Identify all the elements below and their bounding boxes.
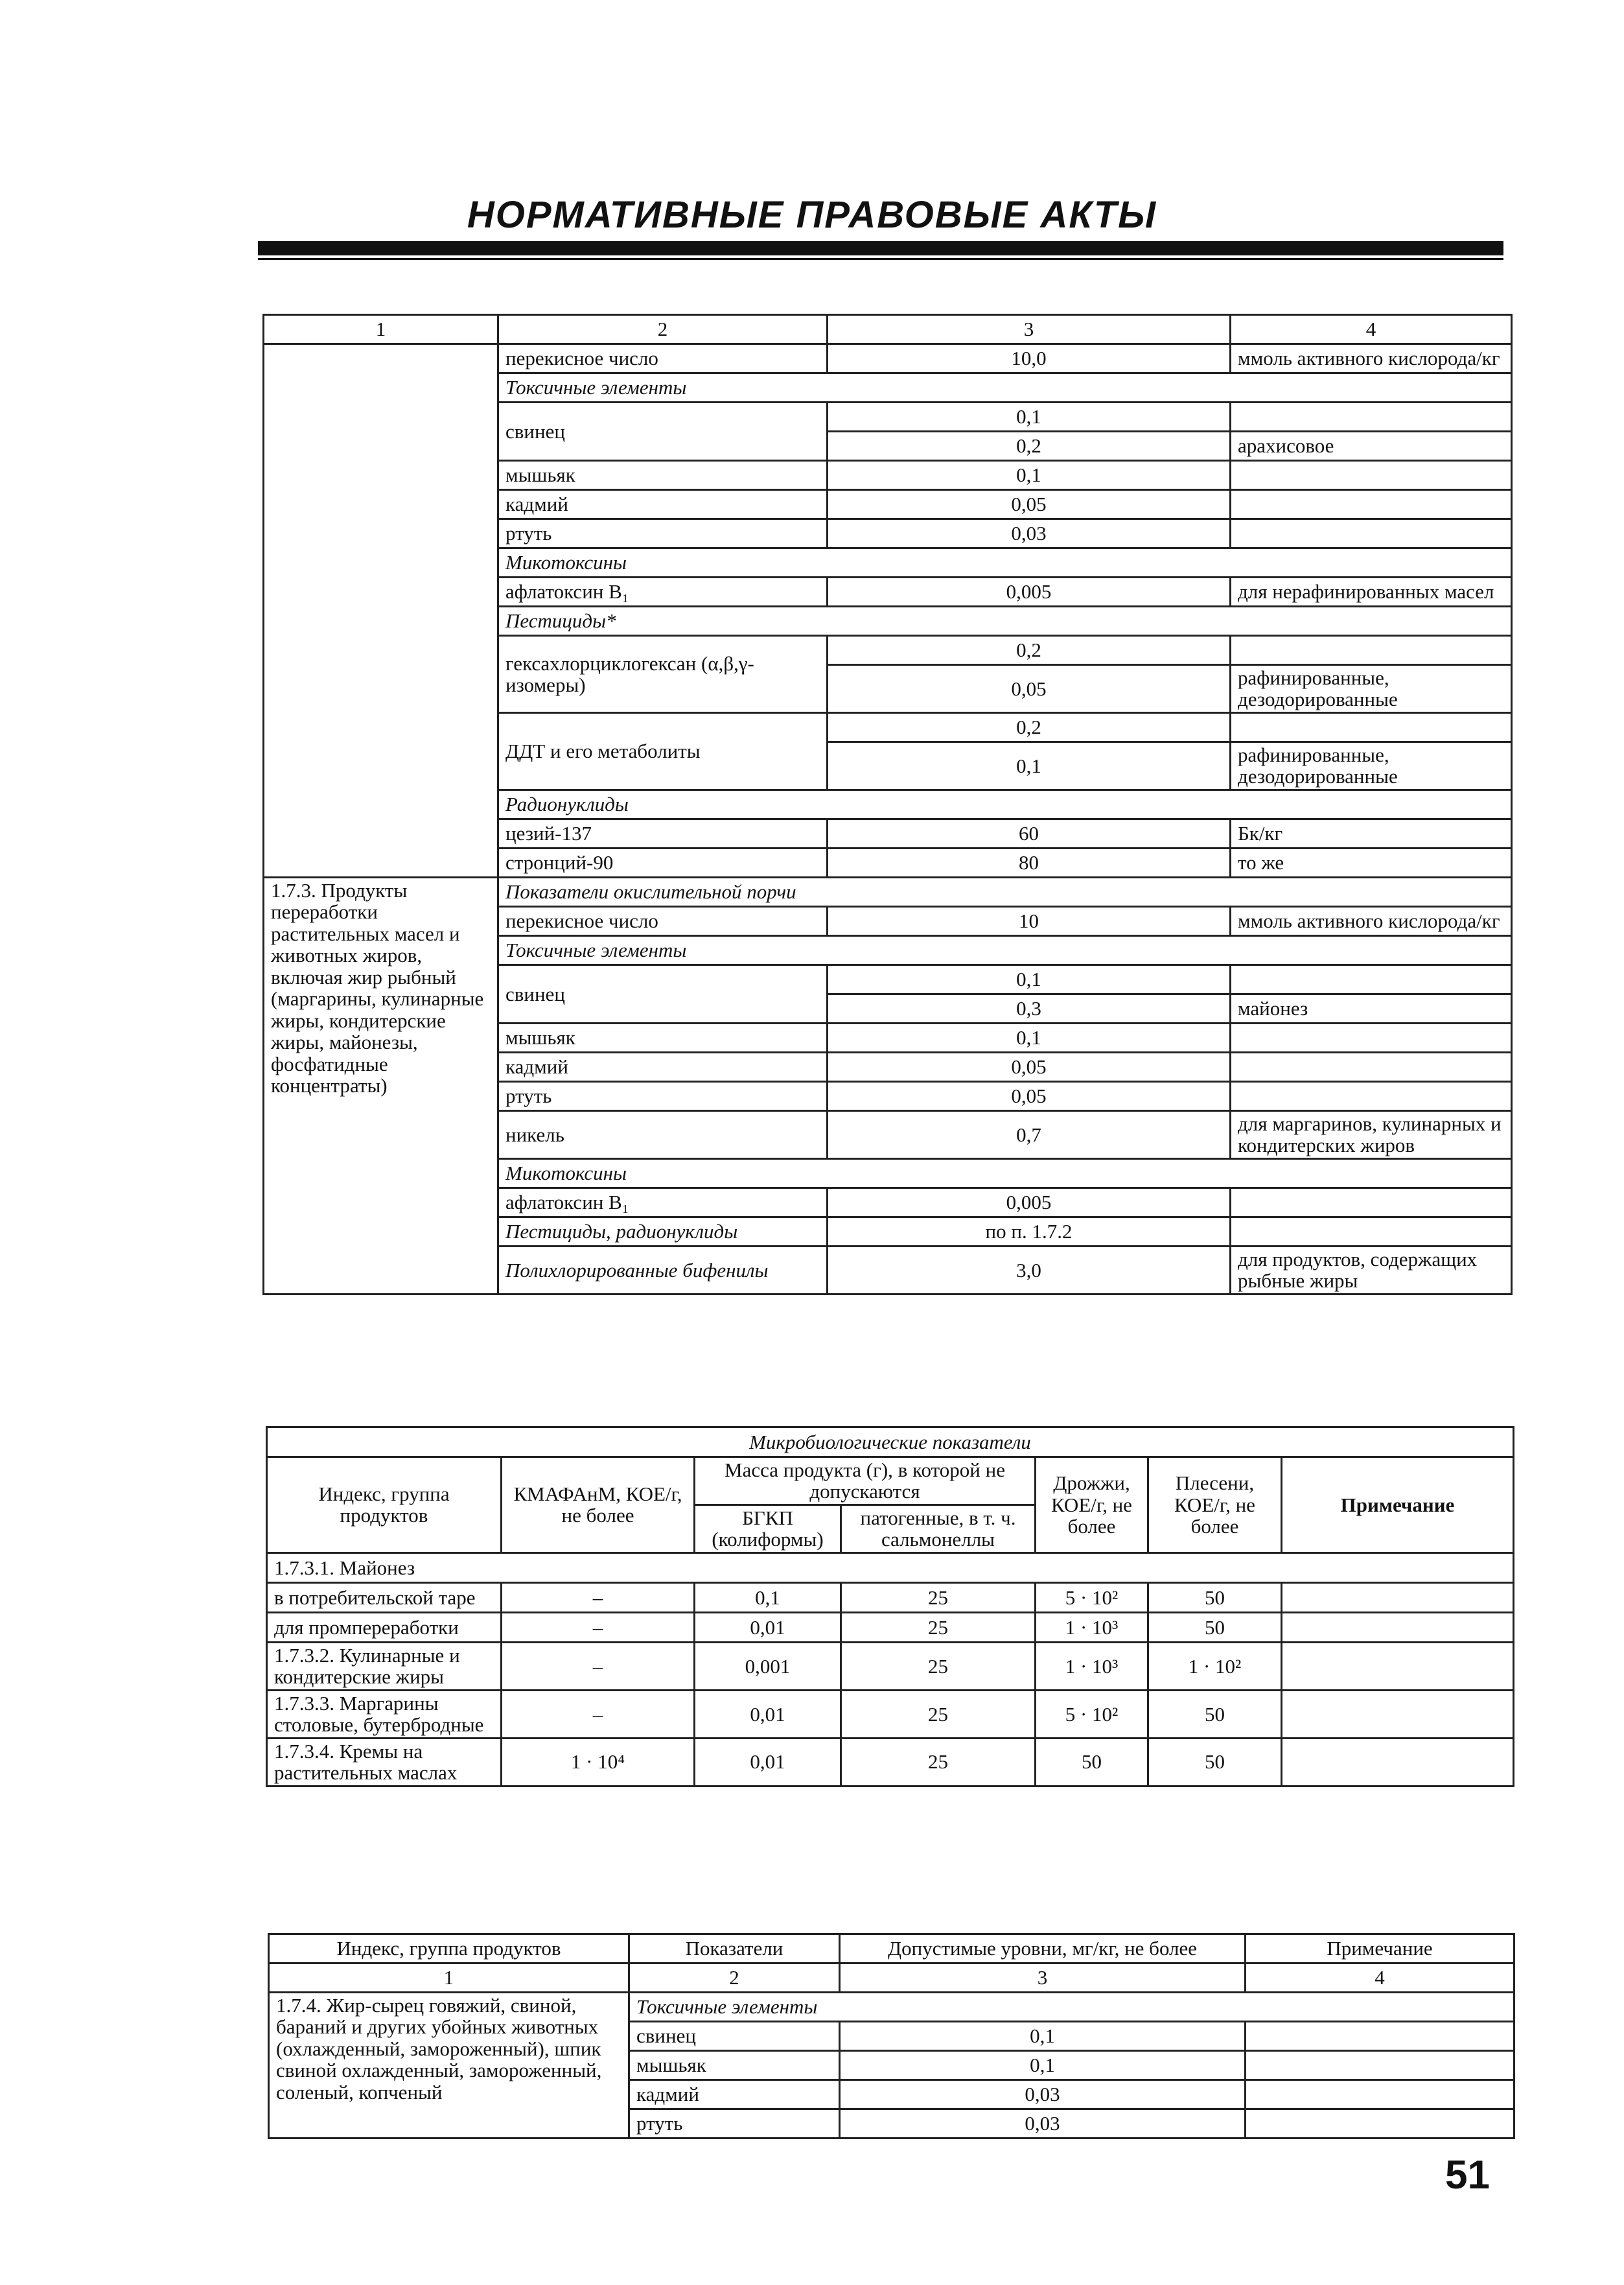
note-value bbox=[1282, 1582, 1514, 1612]
kmafanm-value: – bbox=[502, 1582, 695, 1612]
column-header: Допустимые уровни, мг/кг, не более bbox=[840, 1934, 1246, 1963]
param-note: для продуктов, содержащих рыбные жиры bbox=[1231, 1246, 1512, 1294]
product-name: в потребительской таре bbox=[267, 1582, 502, 1612]
table-row bbox=[267, 1642, 1514, 1690]
param-value: 0,1 bbox=[840, 2051, 1246, 2080]
section-label: Токсичные элементы bbox=[498, 373, 1512, 403]
param-name: свинец bbox=[498, 965, 828, 1023]
header-row bbox=[267, 1457, 1514, 1505]
param-value: 0,1 bbox=[828, 965, 1231, 994]
section-label: Микотоксины bbox=[498, 548, 1512, 578]
note-value bbox=[1282, 1690, 1514, 1738]
param-note: для маргаринов, кулинарных и кондитерских жиров bbox=[1231, 1110, 1512, 1158]
mold-value: 1 · 10² bbox=[1148, 1642, 1282, 1690]
note-value bbox=[1282, 1738, 1514, 1786]
bgkp-value: 0,1 bbox=[695, 1582, 841, 1612]
param-note bbox=[1231, 636, 1512, 665]
param-value: 0,05 bbox=[828, 1052, 1231, 1081]
param-value: по п. 1.7.2 bbox=[828, 1217, 1231, 1246]
section-label: Токсичные элементы bbox=[629, 1993, 1514, 2022]
column-number: 3 bbox=[840, 1963, 1246, 1993]
section-label: Микотоксины bbox=[498, 1158, 1512, 1188]
param-note bbox=[1231, 1188, 1512, 1217]
table-row bbox=[267, 1690, 1514, 1738]
microbiology-table bbox=[266, 1426, 1514, 1787]
bgkp-value: 0,001 bbox=[695, 1642, 841, 1690]
group-row bbox=[267, 1553, 1514, 1582]
param-name: мышьяк bbox=[498, 461, 828, 490]
param-name: кадмий bbox=[498, 1052, 828, 1081]
param-note: рафинированные, дезодорированные bbox=[1231, 665, 1512, 713]
table-row bbox=[267, 1582, 1514, 1612]
param-note bbox=[1231, 1023, 1512, 1052]
param-value: 0,1 bbox=[840, 2022, 1246, 2051]
kmafanm-value: – bbox=[502, 1690, 695, 1738]
param-value: 0,7 bbox=[828, 1110, 1231, 1158]
param-note: то же bbox=[1231, 848, 1512, 877]
yeast-value: 1 · 10³ bbox=[1036, 1612, 1148, 1642]
param-note bbox=[1231, 403, 1512, 432]
section-row bbox=[269, 1993, 1514, 2022]
param-note bbox=[1246, 2022, 1514, 2051]
kmafanm-value: – bbox=[502, 1642, 695, 1690]
page-number: 51 bbox=[1445, 2153, 1490, 2197]
param-value: 0,03 bbox=[828, 519, 1231, 548]
section-label: Радионуклиды bbox=[498, 790, 1512, 819]
param-name: мышьяк bbox=[498, 1023, 828, 1052]
param-name: ртуть bbox=[629, 2109, 840, 2139]
param-value: 0,2 bbox=[828, 712, 1231, 742]
param-name: гексахлорциклогексан (α,β,γ-изомеры) bbox=[498, 636, 828, 713]
bgkp-value: 0,01 bbox=[695, 1612, 841, 1642]
group-name: 1.7.4. Жир-сырец говяжий, свиной, бараний и других убойных животных (охлажденный, замороженный), шпик свиной охлажденный, замороженный, соленый, копченый bbox=[269, 1993, 629, 2139]
table-caption: Микробиологические показатели bbox=[267, 1427, 1514, 1457]
column-header: Показатели bbox=[629, 1934, 840, 1963]
param-value: 3,0 bbox=[828, 1246, 1231, 1294]
pathogens-value: 25 bbox=[841, 1642, 1036, 1690]
param-value: 0,2 bbox=[828, 432, 1231, 461]
table-row bbox=[264, 344, 1512, 373]
column-number: 2 bbox=[498, 315, 828, 344]
column-number: 1 bbox=[269, 1963, 629, 1993]
note-value bbox=[1282, 1612, 1514, 1642]
column-number-row bbox=[269, 1963, 1514, 1993]
param-value: 10 bbox=[828, 906, 1231, 935]
param-name: кадмий bbox=[629, 2080, 840, 2109]
column-number: 1 bbox=[264, 315, 498, 344]
product-name: для промпереработки bbox=[267, 1612, 502, 1642]
param-name: Полихлорированные бифенилы bbox=[498, 1246, 828, 1294]
param-note bbox=[1231, 490, 1512, 519]
param-value: 10,0 bbox=[828, 344, 1231, 373]
param-note bbox=[1231, 461, 1512, 490]
header-bgkp: БГКП (колиформы) bbox=[695, 1505, 841, 1553]
section-label: Токсичные элементы bbox=[498, 935, 1512, 965]
param-note bbox=[1246, 2080, 1514, 2109]
param-name: стронций-90 bbox=[498, 848, 828, 877]
header-pathogens: патогенные, в т. ч. сальмонеллы bbox=[841, 1505, 1036, 1553]
section-row bbox=[264, 877, 1512, 906]
yeast-value: 1 · 10³ bbox=[1036, 1642, 1148, 1690]
header-row bbox=[269, 1934, 1514, 1963]
yeast-value: 5 · 10² bbox=[1036, 1690, 1148, 1738]
param-name: свинец bbox=[498, 403, 828, 461]
param-name: афлатоксин B₁ bbox=[498, 578, 828, 607]
column-number: 2 bbox=[629, 1963, 840, 1993]
param-value: 0,1 bbox=[828, 1023, 1231, 1052]
param-note: ммоль активного кислорода/кг bbox=[1231, 906, 1512, 935]
column-header: Примечание bbox=[1246, 1934, 1514, 1963]
param-note bbox=[1231, 712, 1512, 742]
param-name: ртуть bbox=[498, 519, 828, 548]
param-name: перекисное число bbox=[498, 906, 828, 935]
param-value: 0,2 bbox=[828, 636, 1231, 665]
param-name: ДДТ и его метаболиты bbox=[498, 712, 828, 790]
header-mold: Плесени, КОЕ/г, не более bbox=[1148, 1457, 1282, 1553]
header-yeast: Дрожжи, КОЕ/г, не более bbox=[1036, 1457, 1148, 1553]
column-number-row bbox=[264, 315, 1512, 344]
param-value: 0,005 bbox=[828, 578, 1231, 607]
pathogens-value: 25 bbox=[841, 1738, 1036, 1786]
header-index: Индекс, группа продуктов bbox=[267, 1457, 502, 1553]
yeast-value: 50 bbox=[1036, 1738, 1148, 1786]
mold-value: 50 bbox=[1148, 1612, 1282, 1642]
header-rule bbox=[258, 241, 1503, 255]
param-note bbox=[1246, 2109, 1514, 2139]
caption-row bbox=[267, 1427, 1514, 1457]
param-note: ммоль активного кислорода/кг bbox=[1231, 344, 1512, 373]
bgkp-value: 0,01 bbox=[695, 1738, 841, 1786]
param-name: перекисное число bbox=[498, 344, 828, 373]
param-note: майонез bbox=[1231, 994, 1512, 1023]
param-name: свинец bbox=[629, 2022, 840, 2051]
param-value: 0,3 bbox=[828, 994, 1231, 1023]
pathogens-value: 25 bbox=[841, 1690, 1036, 1738]
mold-value: 50 bbox=[1148, 1738, 1282, 1786]
param-value: 0,03 bbox=[840, 2109, 1246, 2139]
group-name-empty bbox=[264, 344, 498, 878]
param-note: для нерафинированных масел bbox=[1231, 578, 1512, 607]
mold-value: 50 bbox=[1148, 1690, 1282, 1738]
group-name: 1.7.3. Продукты переработки растительных масел и животных жиров, включая жир рыбный (маргарины, кулинарные жиры, кондитерские жиры, майонезы, фосфатидные концентраты) bbox=[264, 877, 498, 1294]
param-note bbox=[1231, 1052, 1512, 1081]
param-note bbox=[1231, 965, 1512, 994]
kmafanm-value: – bbox=[502, 1612, 695, 1642]
param-note bbox=[1231, 1217, 1512, 1246]
param-name: афлатоксин B₁ bbox=[498, 1188, 828, 1217]
param-name: цезий-137 bbox=[498, 819, 828, 848]
group-label: 1.7.3.1. Майонез bbox=[267, 1553, 1514, 1582]
param-value: 80 bbox=[828, 848, 1231, 877]
param-note: Бк/кг bbox=[1231, 819, 1512, 848]
param-value: 0,05 bbox=[828, 1081, 1231, 1110]
header-rule-thin bbox=[258, 258, 1503, 260]
param-value: 0,03 bbox=[840, 2080, 1246, 2109]
param-value: 0,005 bbox=[828, 1188, 1231, 1217]
page-header-title: НОРМАТИВНЫЕ ПРАВОВЫЕ АКТЫ bbox=[467, 194, 1157, 236]
column-number: 4 bbox=[1246, 1963, 1514, 1993]
table-row bbox=[267, 1738, 1514, 1786]
param-note bbox=[1246, 2051, 1514, 2080]
table-row bbox=[267, 1612, 1514, 1642]
param-note bbox=[1231, 519, 1512, 548]
column-number: 3 bbox=[828, 315, 1231, 344]
param-value: 60 bbox=[828, 819, 1231, 848]
pathogens-value: 25 bbox=[841, 1612, 1036, 1642]
param-note: арахисовое bbox=[1231, 432, 1512, 461]
contaminants-table bbox=[262, 314, 1513, 1295]
product-name: 1.7.3.2. Кулинарные и кондитерские жиры bbox=[267, 1642, 502, 1690]
column-header: Индекс, группа продуктов bbox=[269, 1934, 629, 1963]
yeast-value: 5 · 10² bbox=[1036, 1582, 1148, 1612]
param-name: мышьяк bbox=[629, 2051, 840, 2080]
product-name: 1.7.3.3. Маргарины столовые, бутербродные bbox=[267, 1690, 502, 1738]
header-note: Примечание bbox=[1282, 1457, 1514, 1553]
param-note bbox=[1231, 1081, 1512, 1110]
param-value: 0,05 bbox=[828, 490, 1231, 519]
param-value: 0,1 bbox=[828, 742, 1231, 790]
param-name: кадмий bbox=[498, 490, 828, 519]
header-kmafanm: КМАФАнМ, КОЕ/г, не более bbox=[502, 1457, 695, 1553]
raw-fat-table bbox=[268, 1933, 1515, 2139]
param-name: никель bbox=[498, 1110, 828, 1158]
note-value bbox=[1282, 1642, 1514, 1690]
kmafanm-value: 1 · 10⁴ bbox=[502, 1738, 695, 1786]
pathogens-value: 25 bbox=[841, 1582, 1036, 1612]
param-value: 0,1 bbox=[828, 461, 1231, 490]
param-value: 0,05 bbox=[828, 665, 1231, 713]
product-name: 1.7.3.4. Кремы на растительных маслах bbox=[267, 1738, 502, 1786]
param-name: ртуть bbox=[498, 1081, 828, 1110]
section-label: Показатели окислительной порчи bbox=[498, 877, 1512, 906]
param-name: Пестициды, радионуклиды bbox=[498, 1217, 828, 1246]
param-note: рафинированные, дезодорированные bbox=[1231, 742, 1512, 790]
mold-value: 50 bbox=[1148, 1582, 1282, 1612]
section-label: Пестициды* bbox=[498, 607, 1512, 636]
param-value: 0,1 bbox=[828, 403, 1231, 432]
bgkp-value: 0,01 bbox=[695, 1690, 841, 1738]
header-mass: Масса продукта (г), в которой не допускаются bbox=[695, 1457, 1036, 1505]
column-number: 4 bbox=[1231, 315, 1512, 344]
